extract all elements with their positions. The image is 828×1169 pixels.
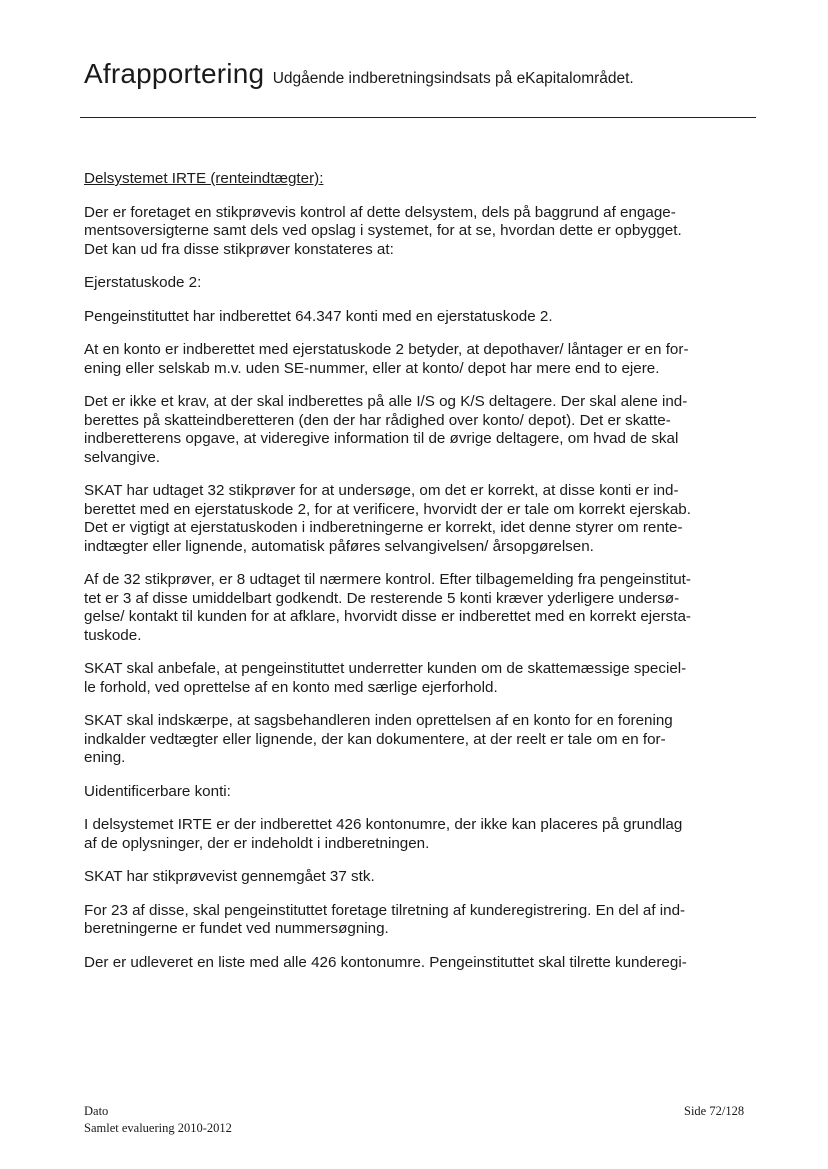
header-divider xyxy=(80,117,756,118)
paragraph: I delsystemet IRTE er der indberettet 426 kontonumre, der ikke kan placeres på grundlag af de oplysninger, der er indeholdt i indberetningen. xyxy=(84,816,683,852)
page-header xyxy=(84,58,764,90)
paragraph: Uidentificerbare konti: xyxy=(84,782,231,800)
paragraph: SKAT skal indskærpe, at sagsbehandleren inden oprettelsen af en konto for en forening indkalder vedtægter eller lignende, der kan dokumentere, at der reelt er tale om en for- ening. xyxy=(84,712,673,766)
paragraph: Pengeinstituttet har indberettet 64.347 konti med en ejerstatuskode 2. xyxy=(84,307,553,325)
paragraph: Der er foretaget en stikprøvevis kontrol af dette delsystem, dels på baggrund af engage- mentsoversigterne samt dels ved opslag i systemet, for at se, hvordan dette er opbygget. Det kan ud fra disse stikprøver konstateres at: xyxy=(84,203,682,258)
paragraph: SKAT har udtaget 32 stikprøver for at undersøge, om det er korrekt, at disse konti er ind- berettet med en ejerstatuskode 2, for at verificere, hvorvidt der er tale om korrekt ejerskab. Det er vigtigt at ejerstatuskoden i indberetningerne er korrekt, idet denne styrer om rente- indtægter eller lignende, automatisk påføres selvangivelsen/ årsopgørelsen. xyxy=(84,482,691,555)
footer-left xyxy=(84,1103,232,1137)
page-subtitle: Udgående indberetningsindsats på eKapitalområdet. xyxy=(272,70,634,87)
paragraph: Der er udleveret en liste med alle 426 kontonumre. Pengeinstituttet skal tilrette kunderegi- xyxy=(84,953,687,971)
footer-right xyxy=(684,1103,744,1120)
paragraph: SKAT skal anbefale, at pengeinstituttet underretter kunden om de skattemæssige speciel- le forhold, ved oprettelse af en konto med særlige ejerforhold. xyxy=(84,660,687,696)
page-title: Afrapportering xyxy=(84,58,265,89)
footer-date-label: Dato xyxy=(84,1104,109,1118)
footer-doc-name: Samlet evaluering 2010-2012 xyxy=(84,1121,232,1135)
paragraph: Ejerstatuskode 2: xyxy=(84,274,202,291)
paragraph: At en konto er indberettet med ejerstatuskode 2 betyder, at depothaver/ låntager er en for- ening eller selskab m.v. uden SE-nummer, eller at konto/ depot har mere end to ejere. xyxy=(84,341,689,377)
paragraph: For 23 af disse, skal pengeinstituttet foretage tilretning af kunderegistrering. En del af ind- beretningerne er fundet ved nummersøgning. xyxy=(84,901,686,937)
section-heading: Delsystemet IRTE (renteindtægter): xyxy=(84,170,324,187)
paragraph: Det er ikke et krav, at der skal indberettes på alle I/S og K/S deltagere. Der skal alene ind- berettes på skatteindberetteren (den der har rådighed over konto/ depot). Det er skatte- indberetterens opgave, at videregive information til de øvrige deltagere, om hvad de skal selvangive. xyxy=(84,393,688,466)
document-body xyxy=(84,170,754,987)
page-number: Side 72/128 xyxy=(684,1104,745,1118)
paragraph: Af de 32 stikprøver, er 8 udtaget til nærmere kontrol. Efter tilbagemelding fra pengeinstitut- tet er 3 af disse umiddelbart godkendt. De resterende 5 konti kræver yderligere undersø- gelse/ kontakt til kunden for at afklare, hvorvidt disse er indberettet med en korrekt ejersta- tuskode. xyxy=(84,571,691,644)
paragraph: SKAT har stikprøvevist gennemgået 37 stk. xyxy=(84,868,375,885)
